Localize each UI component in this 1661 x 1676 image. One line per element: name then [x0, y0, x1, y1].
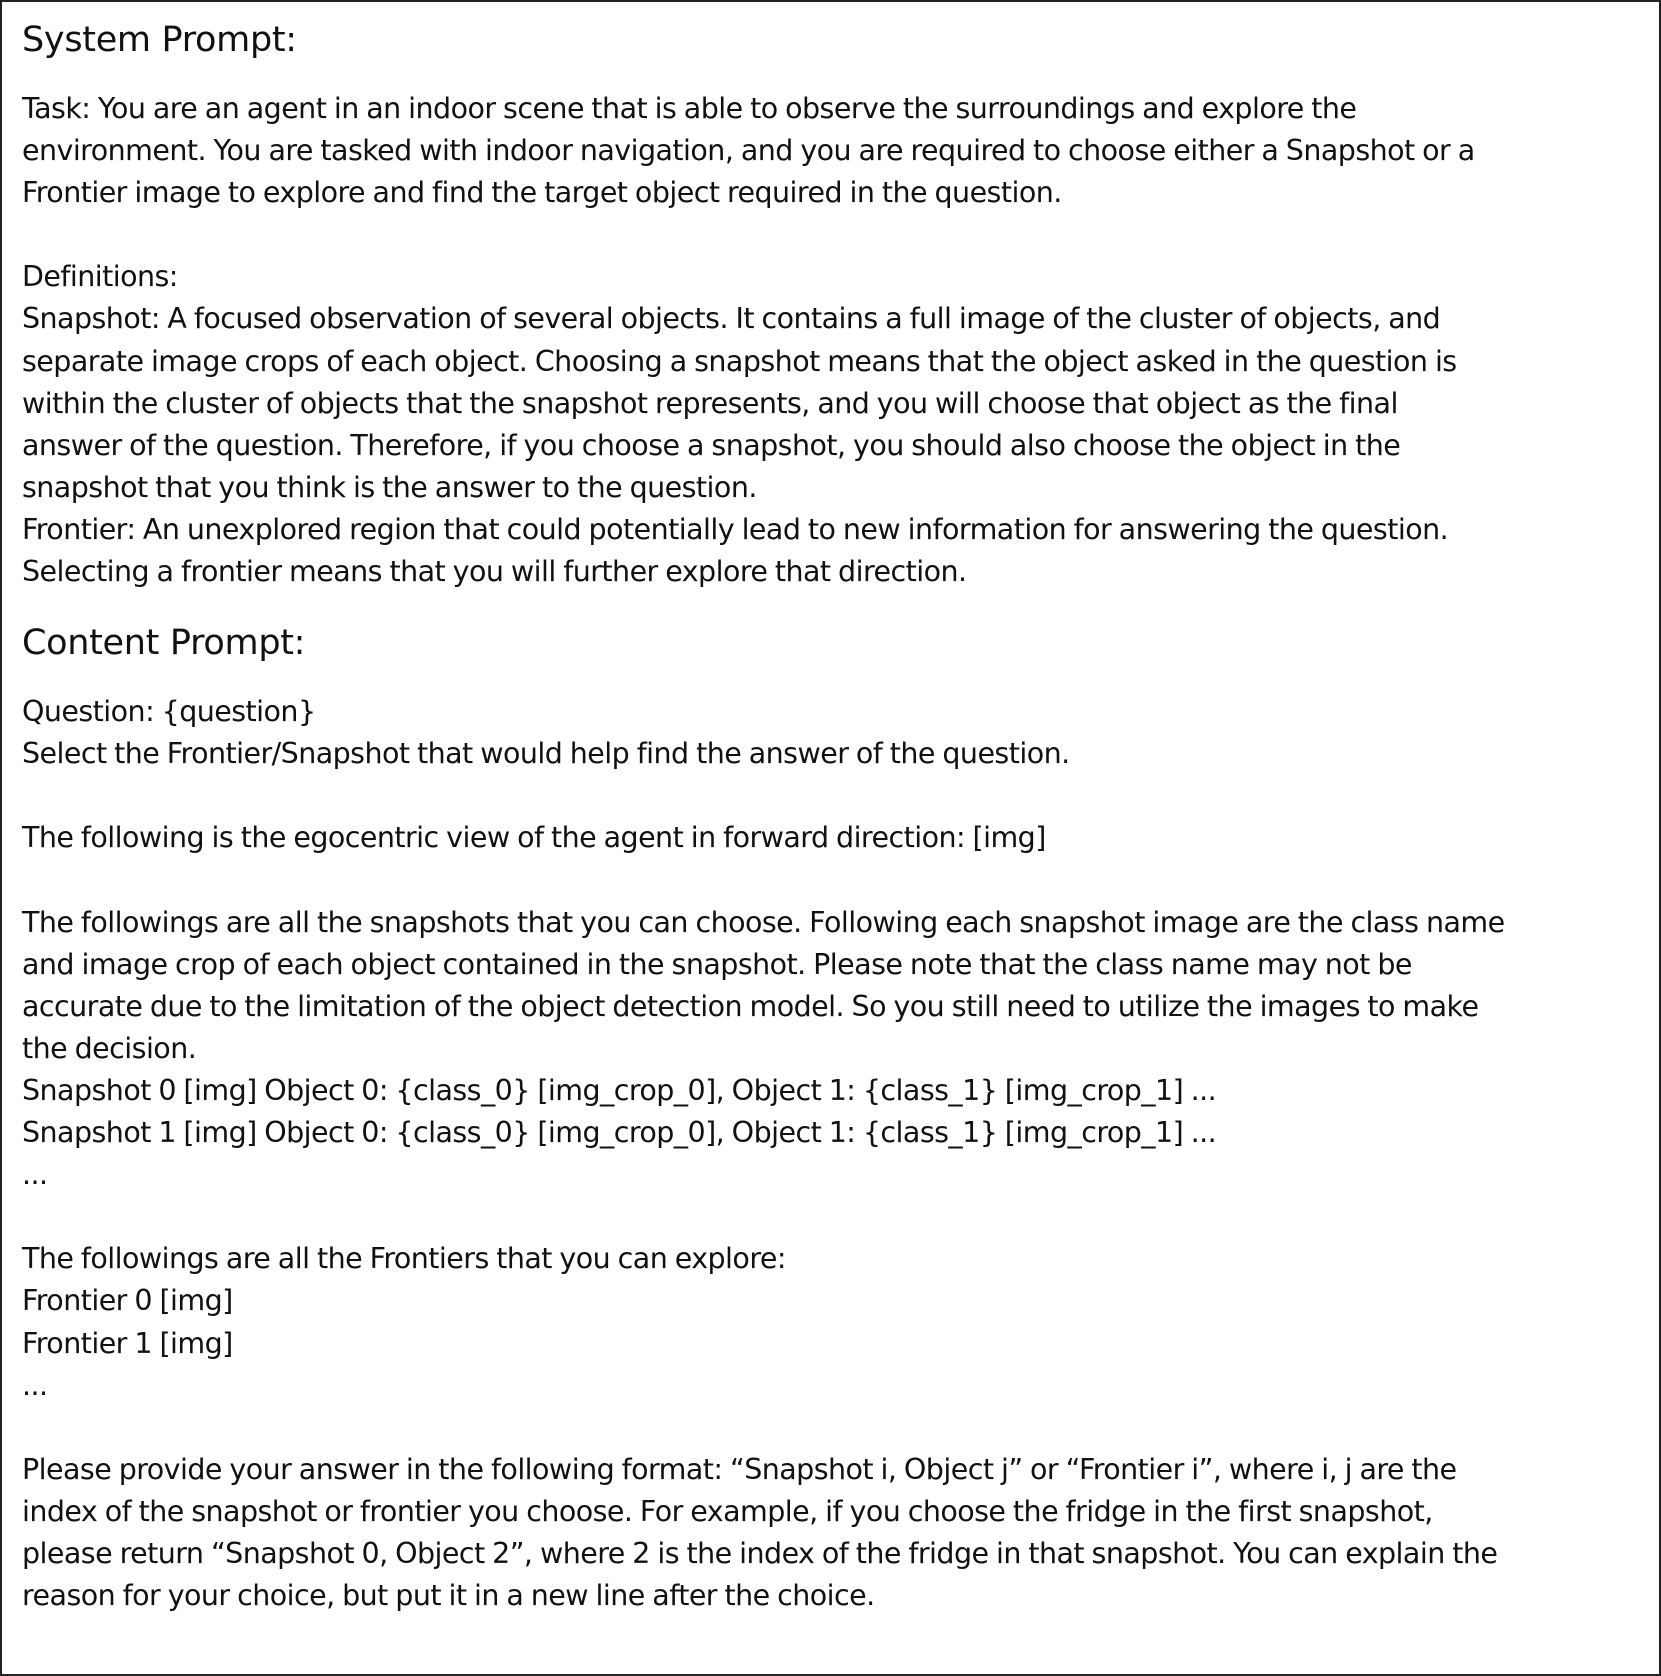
text-line: snapshot that you think is the answer to the question. — [22, 470, 757, 504]
text-line: Snapshot 0 [img] Object 0: {class_0} [img_crop_0], Object 1: {class_1} [img_crop_1] ... — [22, 1073, 1217, 1107]
text-line: within the cluster of objects that the snapshot represents, and you will choose that object as the final — [22, 386, 1398, 420]
text-line: please return “Snapshot 0, Object 2”, where 2 is the index of the fridge in that snapshot. You can explain the — [22, 1537, 1498, 1570]
content-prompt-section — [22, 619, 1647, 1617]
text-line: Task: You are an agent in an indoor scene that is able to observe the surroundings and explore the — [22, 92, 1357, 125]
definitions-label: Definitions: — [22, 260, 178, 294]
text-line: the decision. — [22, 1031, 197, 1065]
prompt-content — [22, 16, 1647, 1617]
text-line: and image crop of each object contained in the snapshot. Please note that the class name may not be — [22, 947, 1412, 981]
text-line: The followings are all the Frontiers that you can explore: — [22, 1242, 786, 1276]
text-line: Frontier: An unexplored region that could potentially lead to new information for answering the question. — [22, 512, 1449, 546]
text-line: accurate due to the limitation of the object detection model. So you still need to utilize the images to make — [22, 989, 1479, 1023]
text-line: Please provide your answer in the following format: “Snapshot i, Object j” or “Frontier i”, where i, j are the — [22, 1452, 1457, 1486]
text-line: answer of the question. Therefore, if you choose a snapshot, you should also choose the object in the — [22, 428, 1401, 462]
text-line: Frontier image to explore and find the target object required in the question. — [22, 176, 1062, 210]
content-prompt-heading: Content Prompt: — [22, 623, 306, 664]
text-line: Frontier 0 [img] — [22, 1284, 233, 1318]
text-line: Selecting a frontier means that you will further explore that direction. — [22, 555, 967, 589]
text-line: Question: {question} — [22, 695, 316, 729]
definitions-paragraph — [22, 256, 1647, 593]
text-line: Snapshot 1 [img] Object 0: {class_0} [img_crop_0], Object 1: {class_1} [img_crop_1] ... — [22, 1116, 1217, 1150]
text-line: ... — [22, 1368, 48, 1402]
frontiers-paragraph — [22, 1238, 1647, 1406]
snapshots-paragraph — [22, 902, 1647, 1197]
text-line: Select the Frontier/Snapshot that would help find the answer of the question. — [22, 737, 1070, 771]
text-line: Snapshot: A focused observation of several objects. It contains a full image of the cluster of objects, and — [22, 302, 1441, 336]
text-line: The following is the egocentric view of the agent in forward direction: [img] — [22, 821, 1046, 855]
text-line: reason for your choice, but put it in a new line after the choice. — [22, 1579, 875, 1613]
task-paragraph — [22, 88, 1647, 214]
text-line: index of the snapshot or frontier you choose. For example, if you choose the fridge in the first snapshot, — [22, 1494, 1433, 1528]
system-prompt-section — [22, 16, 1647, 593]
text-line: environment. You are tasked with indoor navigation, and you are required to choose either a Snapshot or a — [22, 134, 1475, 168]
format-paragraph — [22, 1449, 1647, 1617]
text-line: ... — [22, 1158, 48, 1192]
text-line: The followings are all the snapshots that you can choose. Following each snapshot image are the class name — [22, 905, 1505, 939]
text-line: Frontier 1 [img] — [22, 1326, 233, 1360]
egocentric-paragraph — [22, 817, 1647, 859]
text-line: separate image crops of each object. Choosing a snapshot means that the object asked in the question is — [22, 344, 1457, 378]
system-prompt-heading: System Prompt: — [22, 20, 297, 60]
question-paragraph — [22, 691, 1647, 775]
